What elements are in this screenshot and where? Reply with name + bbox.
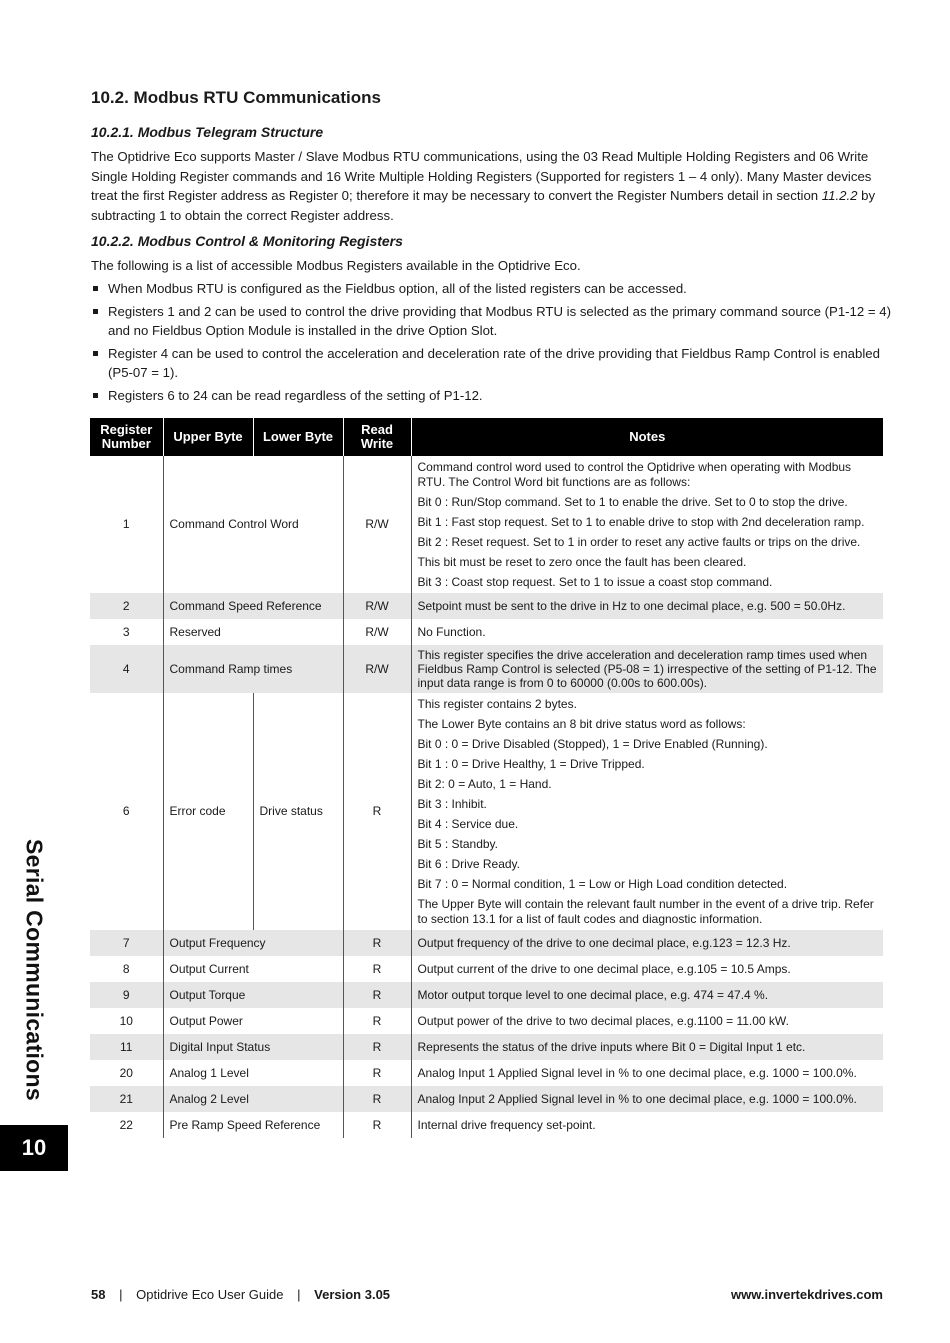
register-access: R — [343, 956, 411, 982]
register-number: 11 — [90, 1034, 163, 1060]
bullet-list — [91, 279, 891, 409]
table-row — [90, 619, 883, 645]
register-access: R — [343, 1112, 411, 1138]
header-lower-byte: Lower Byte — [253, 418, 343, 456]
register-name: Command Ramp times — [163, 645, 343, 693]
register-access: R/W — [343, 619, 411, 645]
register-notes: Analog Input 2 Applied Signal level in % to one decimal place, e.g. 1000 = 100.0%. — [411, 1086, 883, 1112]
register-notes: Output frequency of the drive to one decimal place, e.g.123 = 12.3 Hz. — [411, 930, 883, 956]
table-row — [90, 645, 883, 693]
table-row — [90, 1008, 883, 1034]
table-row — [90, 956, 883, 982]
register-notes: No Function. — [417, 624, 486, 639]
register-notes: Output current of the drive to one decimal place, e.g.105 = 10.5 Amps. — [417, 961, 791, 976]
register-notes: Setpoint must be sent to the drive in Hz to one decimal place, e.g. 500 = 50.0Hz. — [411, 593, 883, 619]
register-notes: Analog Input 1 Applied Signal level in % to one decimal place, e.g. 1000 = 100.0%. — [417, 1065, 857, 1080]
footer-left — [91, 1287, 390, 1302]
register-notes: Represents the status of the drive inputs where Bit 0 = Digital Input 1 etc. — [411, 1034, 883, 1060]
header-notes: Notes — [411, 418, 883, 456]
register-notes: Internal drive frequency set-point. — [417, 1117, 596, 1132]
document-version: Version 3.05 — [314, 1287, 391, 1302]
table-row — [90, 1086, 883, 1112]
register-number: 1 — [90, 456, 163, 593]
register-number: 4 — [90, 645, 163, 693]
subsection-title-registers: 10.2.2. Modbus Control & Monitoring Registers — [91, 233, 403, 249]
registers-intro: The following is a list of accessible Modbus Registers available in the Optidrive Eco. — [91, 258, 581, 273]
register-number: 8 — [90, 956, 163, 982]
register-name: Output Frequency — [163, 930, 343, 956]
section-reference: 11.2.2 — [821, 188, 858, 203]
register-number: 2 — [90, 593, 163, 619]
list-item: Register 4 can be used to control the acceleration and deceleration rate of the drive providing that Fieldbus Ramp Control is enabled (P5-07 = 1). — [91, 344, 891, 382]
register-notes: Command control word used to control the Optidrive when operating with Modbus RTU. The Control Word bit functions are as follows: Bit 0 : Run/Stop command. Set to 1 to enable the drive. Set to 0 to stop the drive. Bit 1 : Fast stop request. Set to 1 to enable drive to stop with 2nd deceleration ramp. Bit 2 : Reset request. Set to 1 in order to reset any active faults or trips on the drive. This bit must be reset to zero once the fault has been cleared. Bit 3 : Coast stop request. Set to 1 to issue a coast stop command. — [417, 460, 865, 589]
register-access: R/W — [343, 456, 411, 593]
chapter-side-title: Serial Communications — [21, 839, 48, 1101]
header-upper-byte: Upper Byte — [163, 418, 253, 456]
upper-byte: Error code — [163, 693, 253, 930]
list-item: Registers 6 to 24 can be read regardless of the setting of P1-12. — [91, 386, 891, 405]
list-item: Registers 1 and 2 can be used to control the drive providing that Modbus RTU is selected as the primary command source (P1-12 = 4) and no Fieldbus Option Module is installed in the drive Option Slot. — [91, 302, 891, 340]
footer-separator: | — [119, 1287, 123, 1302]
register-name: Pre Ramp Speed Reference — [163, 1112, 343, 1138]
header-register-number: Register Number — [90, 418, 163, 456]
page-footer — [91, 1287, 883, 1302]
register-notes: This register specifies the drive acceleration and deceleration ramp times used when Fieldbus Ramp Control is selected (P5-08 = 1) irrespective of the setting of P1-12. The input data range is from 0 to 60000 (0.00s to 600.00s). — [411, 645, 883, 693]
register-notes: Output power of the drive to two decimal places, e.g.1100 = 11.00 kW. — [417, 1013, 789, 1028]
register-name: Reserved — [163, 619, 343, 645]
table-header-row — [90, 418, 883, 456]
register-name: Output Current — [163, 956, 343, 982]
register-number: 9 — [90, 982, 163, 1008]
list-item: When Modbus RTU is configured as the Fieldbus option, all of the listed registers can be accessed. — [91, 279, 891, 298]
telegram-text: The Optidrive Eco supports Master / Slave Modbus RTU communications, using the 03 Read Multiple Holding Registers and 06 Write Single Holding Register commands and 16 Write Multiple Holding Registers (Supported for registers 1 – 4 only). Many Master devices treat the first Register address as Register 0; therefore it may be necessary to convert the Register Numbers detail in section — [91, 149, 872, 203]
register-access: R — [343, 693, 411, 930]
table-row — [90, 693, 883, 930]
section-title: 10.2. Modbus RTU Communications — [91, 88, 381, 107]
register-access: R — [343, 930, 411, 956]
lower-byte: Drive status — [253, 693, 343, 930]
table-row — [90, 1112, 883, 1138]
register-number: 7 — [90, 930, 163, 956]
table-row — [90, 982, 883, 1008]
register-number: 22 — [90, 1112, 163, 1138]
header-read-write: Read Write — [343, 418, 411, 456]
table-row — [90, 930, 883, 956]
telegram-text-end: by subtracting 1 to obtain the correct Register address. — [91, 188, 876, 223]
telegram-paragraph — [91, 147, 891, 225]
register-access: R — [343, 1008, 411, 1034]
chapter-number-tab: 10 — [0, 1125, 68, 1171]
register-access: R/W — [343, 593, 411, 619]
register-access: R/W — [343, 645, 411, 693]
table-row — [90, 456, 883, 593]
register-name: Digital Input Status — [163, 1034, 343, 1060]
register-access: R — [343, 982, 411, 1008]
table-row — [90, 1060, 883, 1086]
subsection-title-telegram: 10.2.1. Modbus Telegram Structure — [91, 124, 324, 140]
register-name: Analog 2 Level — [163, 1086, 343, 1112]
register-access: R — [343, 1086, 411, 1112]
footer-separator: | — [297, 1287, 301, 1302]
page-number: 58 — [91, 1287, 106, 1302]
register-name: Output Torque — [163, 982, 343, 1008]
register-name: Command Control Word — [163, 456, 343, 593]
register-notes: Motor output torque level to one decimal place, e.g. 474 = 47.4 %. — [411, 982, 883, 1008]
register-number: 3 — [90, 619, 163, 645]
register-name: Analog 1 Level — [163, 1060, 343, 1086]
register-notes: This register contains 2 bytes. The Lower Byte contains an 8 bit drive status word as follows: Bit 0 : 0 = Drive Disabled (Stopped), 1 = Drive Enabled (Running). Bit 1 : 0 = Drive Healthy, 1 = Drive Tripped. Bit 2: 0 = Auto, 1 = Hand. Bit 3 : Inhibit. Bit 4 : Service due. Bit 5 : Standby. Bit 6 : Drive Ready. Bit 7 : 0 = Normal condition, 1 = Low or High Load condition detected. The Upper Byte will contain the relevant fault number in the event of a drive trip. Refer to section 13.1 for a list of fault codes and diagnostic information. — [417, 697, 874, 926]
register-access: R — [343, 1034, 411, 1060]
register-name: Command Speed Reference — [163, 593, 343, 619]
register-number: 6 — [90, 693, 163, 930]
table-row — [90, 1034, 883, 1060]
register-number: 20 — [90, 1060, 163, 1086]
register-access: R — [343, 1060, 411, 1086]
website-link[interactable]: www.invertekdrives.com — [731, 1287, 883, 1302]
register-number: 21 — [90, 1086, 163, 1112]
guide-title: Optidrive Eco User Guide — [136, 1287, 284, 1302]
register-number: 10 — [90, 1008, 163, 1034]
table-row — [90, 593, 883, 619]
register-name: Output Power — [163, 1008, 343, 1034]
modbus-register-table — [90, 418, 883, 1138]
